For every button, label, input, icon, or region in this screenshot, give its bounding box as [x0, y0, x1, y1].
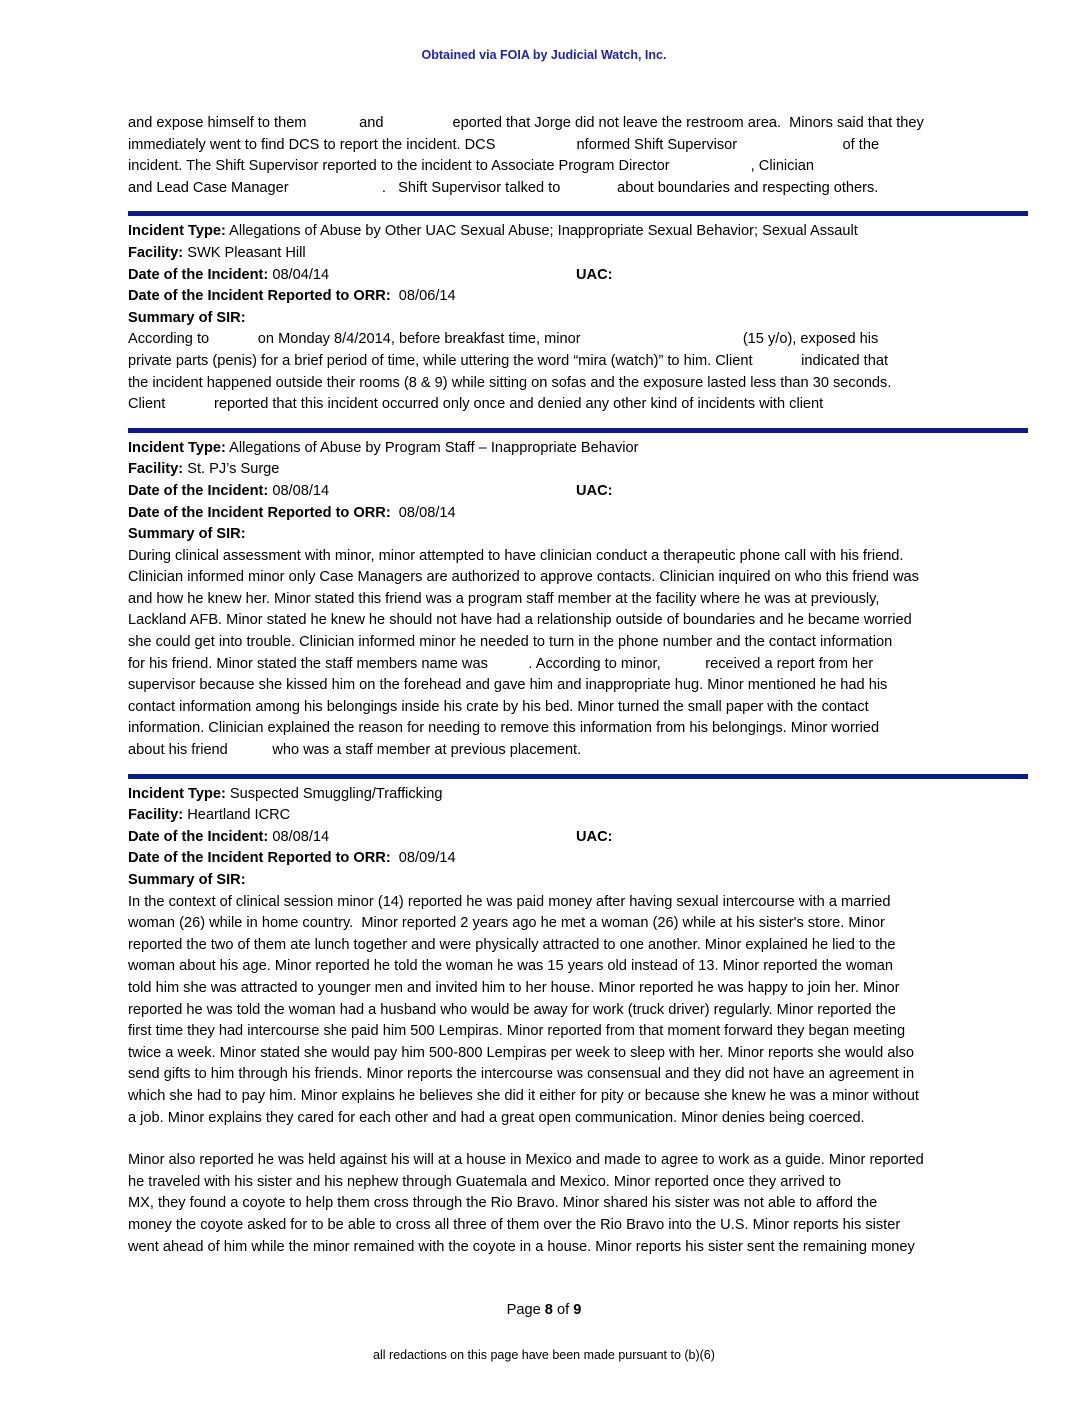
summary-line: contact information among his belongings inside his crate by his bed. Minor turned the small paper with the contact	[128, 698, 869, 715]
summary-line: woman about his age. Minor reported he told the woman he was 15 years old instead of 13. Minor reported the woman	[128, 958, 893, 975]
summary-line: send gifts to him through his friends. Minor reports the intercourse was consensual and they did not have an agreement in	[128, 1066, 915, 1083]
incident-section	[128, 211, 1028, 415]
text-line: incident. The Shift Supervisor reported to the incident to Associate Program Director , Clinician	[128, 158, 814, 175]
summary-line: Lackland AFB. Minor stated he knew he should not have had a relationship outside of boundaries and he became worried	[128, 612, 912, 629]
summary-line: he traveled with his sister and his nephew through Guatemala and Mexico. Minor reported once they arrived to	[128, 1173, 842, 1190]
summary-line: According to on Monday 8/4/2014, before breakfast time, minor (15 y/o), exposed his	[128, 331, 879, 348]
reported-row: Date of the Incident Reported to ORR: 08/08/14	[128, 504, 456, 521]
paragraph-gap	[128, 1129, 1028, 1150]
date-row: Date of the Incident: 08/08/14 UAC:	[128, 828, 613, 845]
summary-line: In the context of clinical session minor (14) reported he was paid money after having sexual intercourse with a married	[128, 893, 891, 910]
incident-type-row: Incident Type: Allegations of Abuse by Program Staff – Inappropriate Behavior	[128, 439, 639, 456]
summary-line: the incident happened outside their rooms (8 & 9) while sitting on sofas and the exposure lasted less than 30 seconds.	[128, 374, 892, 391]
date-row: Date of the Incident: 08/04/14 UAC:	[128, 266, 613, 283]
summary-line: MX, they found a coyote to help them cross through the Rio Bravo. Minor shared his sister was not able to afford the	[128, 1195, 878, 1212]
summary-line: which she had to pay him. Minor explains he believes she did it either for pity or because she knew he was a minor without	[128, 1087, 919, 1104]
reported-row: Date of the Incident Reported to ORR: 08/06/14	[128, 288, 456, 305]
summary-line: supervisor because she kissed him on the forehead and gave him and inappropriate hug. Minor mentioned he had his	[128, 677, 888, 694]
redaction-note: all redactions on this page have been made pursuant to (b)(6)	[373, 1348, 715, 1362]
summary-line: money the coyote asked for to be able to cross all three of them over the Rio Bravo into the U.S. Minor reports his sister	[128, 1216, 901, 1233]
summary-line: she could get into trouble. Clinician informed minor he needed to turn in the phone number and the contact information	[128, 634, 893, 651]
uac-label: UAC:	[576, 266, 613, 283]
summary-line: reported he was told the woman had a husband who would be away for work (truck driver) regularly. Minor reported the	[128, 1001, 896, 1018]
incident-section	[128, 774, 1028, 1258]
summary-line: first time they had intercourse she paid him 500 Lempiras. Minor reported from that moment forward they began meeting	[128, 1023, 906, 1040]
summary-line: During clinical assessment with minor, minor attempted to have clinician conduct a therapeutic phone call with his friend.	[128, 547, 904, 564]
summary-line: twice a week. Minor stated she would pay him 500-800 Lempiras per week to sleep with her. Minor reports she would also	[128, 1044, 915, 1061]
summary-line: and how he knew her. Minor stated this friend was a program staff member at the facility where he was at previously,	[128, 590, 880, 607]
summary-label: Summary of SIR:	[128, 872, 246, 888]
summary-line: Minor also reported he was held against his will at a house in Mexico and made to agree to work as a guide. Minor reported	[128, 1152, 924, 1169]
summary-line: reported the two of them ate lunch together and were physically attracted to one another. Minor explained he lied to the	[128, 936, 896, 953]
facility-row: Facility: St. PJ’s Surge	[128, 461, 280, 478]
intro-paragraph	[128, 113, 1028, 199]
summary-line: woman (26) while in home country. Minor reported 2 years ago he met a woman (26) while at his sister's store. Minor	[128, 915, 885, 932]
summary-line: for his friend. Minor stated the staff members name was . According to minor, received a report from her	[128, 655, 874, 672]
summary-line: about his friend who was a staff member at previous placement.	[128, 742, 582, 759]
uac-label: UAC:	[576, 482, 613, 499]
summary-label: Summary of SIR:	[128, 526, 246, 543]
incident-type-row: Incident Type: Allegations of Abuse by Other UAC Sexual Abuse; Inappropriate Sexual Behavior; Sexual Assault	[128, 223, 858, 240]
summary-line: private parts (penis) for a brief period of time, while uttering the word “mira (watch)” to him. Client indicated that	[128, 352, 888, 369]
text-line: and expose himself to them and eported that Jorge did not leave the restroom area. Minors said that they	[128, 115, 924, 131]
summary-line: told him she was attracted to younger men and invited him to her house. Minor reported he was happy to join her. Minor	[128, 979, 900, 996]
summary-line: a job. Minor explains they cared for each other and had a great open communication. Minor denies being coerced.	[128, 1109, 865, 1126]
uac-label: UAC:	[576, 828, 613, 845]
summary-label: Summary of SIR:	[128, 309, 246, 326]
document-body	[128, 113, 1028, 1258]
date-row: Date of the Incident: 08/08/14 UAC:	[128, 482, 613, 499]
facility-row: Facility: Heartland ICRC	[128, 807, 291, 824]
text-line: immediately went to find DCS to report the incident. DCS nformed Shift Supervisor of the	[128, 136, 880, 153]
summary-line: went ahead of him while the minor remained with the coyote in a house. Minor reports his sister sent the remaining money	[128, 1238, 915, 1255]
facility-row: Facility: SWK Pleasant Hill	[128, 244, 306, 261]
text-line: and Lead Case Manager . Shift Supervisor talked to about boundaries and respecting others.	[128, 179, 879, 196]
summary-line: Client reported that this incident occurred only once and denied any other kind of incidents with client	[128, 396, 824, 413]
foia-notice: Obtained via FOIA by Judicial Watch, Inc.	[421, 48, 667, 62]
reported-row: Date of the Incident Reported to ORR: 08/09/14	[128, 850, 456, 867]
incident-list	[128, 211, 1028, 1258]
summary-line: information. Clinician explained the reason for needing to remove this information from his belongings. Minor worried	[128, 720, 880, 737]
page-number: Page 8 of 9	[506, 1302, 582, 1318]
summary-line: Clinician informed minor only Case Managers are authorized to approve contacts. Clinician inquired on who this friend was	[128, 569, 919, 586]
incident-section	[128, 428, 1028, 762]
incident-type-row: Incident Type: Suspected Smuggling/Trafficking	[128, 785, 443, 802]
